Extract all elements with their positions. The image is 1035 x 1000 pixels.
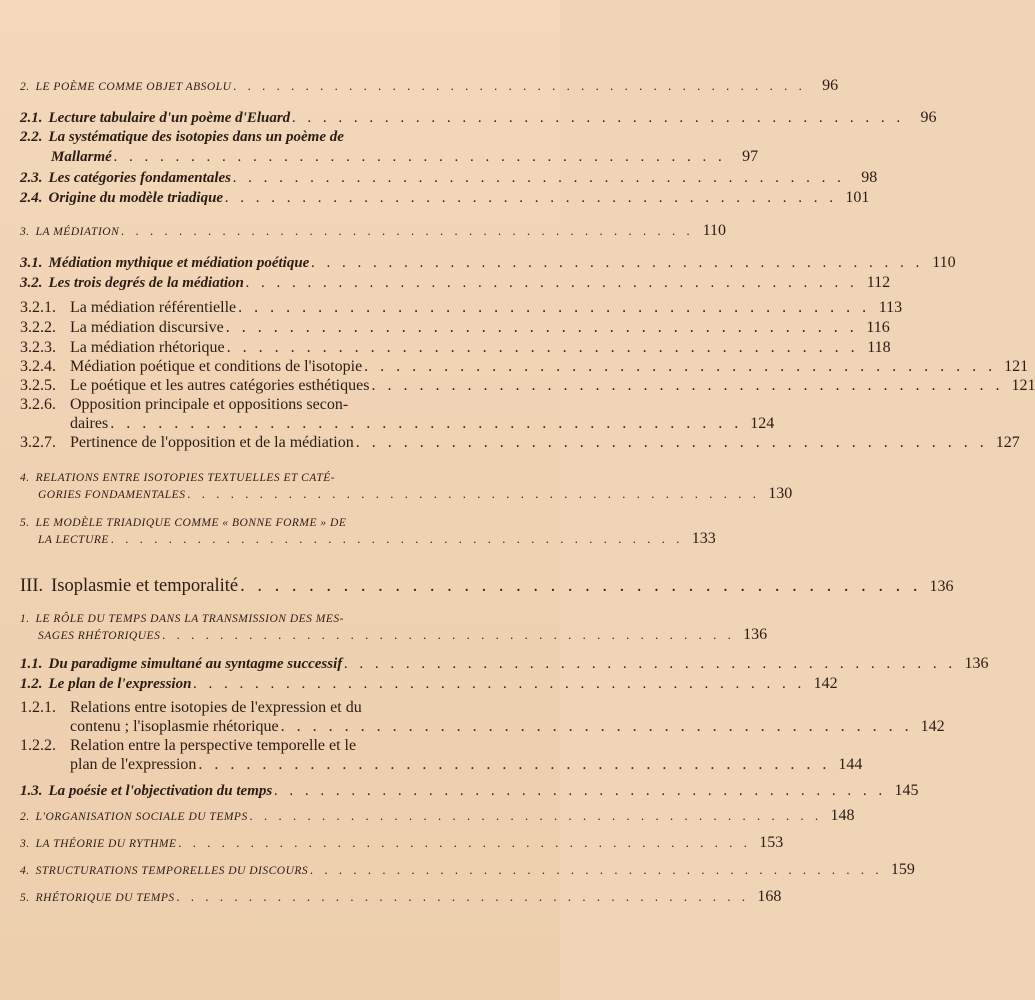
toc-entry-title: Les trois degrés de la médiation xyxy=(48,275,244,291)
toc-page-number: 159 xyxy=(890,861,915,878)
dot-leader: . . . . . . . . . . . . . . . . . . . . . . . . . . . . . . . . . . . . . . . . xyxy=(187,486,761,501)
toc-entry-number: 3.2.3. xyxy=(20,339,56,356)
toc-page-number: 148 xyxy=(830,807,855,824)
toc-entry[interactable] xyxy=(20,470,793,503)
toc-entry-title: Médiation poétique et conditions de l'isotopie xyxy=(70,358,363,375)
toc-entry-title: LA THÉORIE DU RYTHME xyxy=(35,838,177,850)
toc-entry-number: 3.2.1. xyxy=(20,299,56,316)
toc-page-number: 96 xyxy=(822,77,839,94)
toc-entry[interactable] xyxy=(20,736,863,774)
toc-entry-number: 3. xyxy=(20,838,30,850)
toc-entry-title: LE MODÈLE TRIADIQUE COMME « BONNE FORME » DE xyxy=(35,517,347,529)
dot-leader: . . . . . . . . . . . . . . . . . . . . . . . . . . . . . . . . . . . . . . . . xyxy=(274,783,887,799)
dot-leader: . . . . . . . . . . . . . . . . . . . . . . . . . . . . . . . . . . . . . . . . xyxy=(280,718,913,735)
toc-entry-number: 2.1. xyxy=(20,110,43,126)
toc-page-number: 136 xyxy=(743,626,768,643)
toc-page-number: 168 xyxy=(757,888,782,905)
toc-entry-title: LA MÉDIATION xyxy=(35,226,120,238)
toc-page-number: 136 xyxy=(929,578,954,595)
toc-entry[interactable] xyxy=(20,253,956,273)
toc-entry-title: Mallarmé xyxy=(51,149,112,165)
toc-entry-title: LA LECTURE xyxy=(38,534,109,546)
toc-entry[interactable] xyxy=(20,318,890,337)
dot-leader: . . . . . . . . . . . . . . . . . . . . . . . . . . . . . . . . . . . . . . . . xyxy=(225,190,838,206)
dot-leader: . . . . . . . . . . . . . . . . . . . . . . . . . . . . . . . . . . . . . . . . xyxy=(238,299,871,316)
dot-leader: . . . . . . . . . . . . . . . . . . . . . . . . . . . . . . . . . . . . . . . . xyxy=(355,434,988,451)
toc-entry-title: RHÉTORIQUE DU TEMPS xyxy=(35,892,175,904)
toc-page-number: 101 xyxy=(845,189,870,206)
toc-entry[interactable] xyxy=(20,698,945,736)
toc-entry[interactable] xyxy=(20,611,768,644)
toc-entry-number: 1.2.2. xyxy=(20,737,56,754)
dot-leader: . . . . . . . . . . . . . . . . . . . . . . . . . . . . . . . . . . . . . . . . xyxy=(344,656,957,672)
toc-entry-title: Du paradigme simultané au syntagme successif xyxy=(48,656,343,672)
toc-entry-number: 4. xyxy=(20,865,30,877)
toc-entry-number: 5. xyxy=(20,892,30,904)
toc-entry-number: 4. xyxy=(20,472,30,484)
toc-entry-number: 2. xyxy=(20,811,30,823)
toc-entry-title: L'ORGANISATION SOCIALE DU TEMPS xyxy=(35,811,248,823)
dot-leader: . . . . . . . . . . . . . . . . . . . . . . . . . . . . . . . . . . . . . . . . xyxy=(310,862,883,877)
toc-entry[interactable] xyxy=(20,888,782,906)
dot-leader: . . . . . . . . . . . . . . . . . . . . . . . . . . . . . . . . . . . . . . . . xyxy=(233,78,807,93)
toc-entry[interactable] xyxy=(20,273,891,293)
toc-entry-title: Relations entre isotopies de l'expression et du xyxy=(70,699,362,716)
dot-leader: . . . . . . . . . . . . . . . . . . . . . . . . . . . . . . . . . . . . . . . . xyxy=(232,170,846,186)
toc-entry-title: STRUCTURATIONS TEMPORELLES DU DISCOURS xyxy=(35,865,309,877)
toc-entry-title: Le poétique et les autres catégories esthétiques xyxy=(70,377,370,394)
toc-entry-number: 5. xyxy=(20,517,30,529)
toc-page-number: 121 xyxy=(1011,377,1035,394)
toc-entry-title: SAGES RHÉTORIQUES xyxy=(38,630,161,642)
dot-leader: . . . . . . . . . . . . . . . . . . . . . . . . . . . . . . . . . . . . . . . . xyxy=(110,415,743,432)
toc-entry[interactable] xyxy=(20,376,1035,395)
toc-entry-number: 3.2.7. xyxy=(20,434,56,451)
toc-page-number: 145 xyxy=(894,782,919,799)
toc-entry-title: plan de l'expression xyxy=(70,756,197,773)
toc-page-number: 144 xyxy=(838,756,863,773)
toc-entry-number: 1.1. xyxy=(20,656,43,672)
toc-entry-number: 1. xyxy=(20,613,30,625)
dot-leader: . . . . . . . . . . . . . . . . . . . . . . . . . . . . . . . . . . . . . . . . xyxy=(225,319,858,336)
dot-leader: . . . . . . . . . . . . . . . . . . . . . . . . . . . . . . . . . . . . . . . . xyxy=(249,808,823,823)
dot-leader: . . . . . . . . . . . . . . . . . . . . . . . . . . . . . . . . . . . . . . . . xyxy=(226,339,859,356)
toc-page-number: 96 xyxy=(920,109,937,126)
toc-page-number: 118 xyxy=(867,339,891,356)
toc-entry[interactable] xyxy=(20,338,891,357)
toc-entry[interactable] xyxy=(20,781,919,801)
toc-entry-title: LE RÔLE DU TEMPS DANS LA TRANSMISSION DES MES- xyxy=(35,613,344,625)
toc-entry-number: 3.2.4. xyxy=(20,358,56,375)
dot-leader: . . . . . . . . . . . . . . . . . . . . . . . . . . . . . . . . . . . . . . . . xyxy=(371,377,1004,394)
toc-entry-number: 1.3. xyxy=(20,783,43,799)
dot-leader: . . . . . . . . . . . . . . . . . . . . . . . . . . . . . . . . . . . . . . . . xyxy=(311,255,924,271)
dot-leader: . . . . . . . . . . . . . . . . . . . . . . . . . . . . . . . . . . . . . . . . xyxy=(292,110,905,126)
toc-page-number: 97 xyxy=(742,148,759,165)
dot-leader: . . . . . . . . . . . . . . . . . . . . . . . . . . . . . . . . . . . . . . . . xyxy=(178,835,752,850)
toc-page-number: 121 xyxy=(1004,358,1029,375)
toc-entry[interactable] xyxy=(20,861,915,879)
toc-entry-title: RELATIONS ENTRE ISOTOPIES TEXTUELLES ET CATÉ- xyxy=(35,472,336,484)
toc-entry[interactable] xyxy=(20,575,954,598)
toc-entry[interactable] xyxy=(20,188,870,208)
toc-entry[interactable] xyxy=(20,298,903,317)
toc-entry[interactable] xyxy=(20,77,839,95)
toc-page-number: 130 xyxy=(768,485,793,502)
toc-entry[interactable] xyxy=(20,357,1029,376)
toc-entry-number: 3. xyxy=(20,226,30,238)
toc-entry-number: III. xyxy=(20,576,44,596)
toc-entry-title: Lecture tabulaire d'un poème d'Eluard xyxy=(48,110,291,126)
toc-entry[interactable] xyxy=(20,128,759,167)
toc-entry[interactable] xyxy=(20,807,855,825)
dot-leader: . . . . . . . . . . . . . . . . . . . . . . . . . . . . . . . . . . . . . . . . xyxy=(176,889,750,904)
toc-entry-title: Relation entre la perspective temporelle et le xyxy=(70,737,357,754)
toc-page-number: 110 xyxy=(702,222,726,239)
toc-page-number: 127 xyxy=(995,434,1020,451)
dot-leader: . . . . . . . . . . . . . . . . . . . . . . . . . . . . . . . . . . . . . . . . xyxy=(198,756,831,773)
dot-leader: . . . . . . . . . . . . . . . . . . . . . . . . . . . . . . . . . . . . . . . . xyxy=(110,531,684,546)
toc-entry[interactable] xyxy=(20,395,775,433)
toc-entry-title: Le plan de l'expression xyxy=(48,676,192,692)
dot-leader: . . . . . . . . . . . . . . . . . . . . . . . . . . . . . . . . . . . . . . . . xyxy=(240,576,922,596)
toc-page-number: 124 xyxy=(750,415,775,432)
dot-leader: . . . . . . . . . . . . . . . . . . . . . . . . . . . . . . . . . . . . . . . . xyxy=(364,358,997,375)
toc-page-number: 136 xyxy=(964,655,989,672)
toc-entry-number: 1.2.1. xyxy=(20,699,56,716)
dot-leader: . . . . . . . . . . . . . . . . . . . . . . . . . . . . . . . . . . . . . . . . xyxy=(113,149,727,165)
toc-entry-title: LE POÈME COMME OBJET ABSOLU xyxy=(35,81,232,93)
dot-leader: . . . . . . . . . . . . . . . . . . . . . . . . . . . . . . . . . . . . . . . . xyxy=(193,676,806,692)
toc-entry-title: Isoplasmie et temporalité xyxy=(51,576,239,596)
toc-entry-title: daires xyxy=(70,415,109,432)
toc-page-number: 142 xyxy=(920,718,945,735)
toc-page-number: 113 xyxy=(878,299,903,316)
toc-entry-number: 2.3. xyxy=(20,170,43,186)
toc-entry-number: 3.1. xyxy=(20,255,43,271)
toc-entry-number: 3.2.2. xyxy=(20,319,56,336)
toc-entry[interactable] xyxy=(20,834,784,852)
toc-entry[interactable] xyxy=(20,433,1020,452)
toc-entry-title: La systématique des isotopies dans un poème de xyxy=(48,129,344,145)
toc-entry-number: 3.2. xyxy=(20,275,43,291)
toc-entry-title: La médiation rhétorique xyxy=(70,339,225,356)
toc-entry-title: Opposition principale et oppositions secon- xyxy=(70,396,349,413)
toc-page-number: 116 xyxy=(866,319,890,336)
toc-entry-title: Les catégories fondamentales xyxy=(48,170,231,186)
toc-entry[interactable] xyxy=(20,515,716,548)
toc-page-number: 133 xyxy=(691,530,716,547)
toc-entry-number: 2.2. xyxy=(20,129,43,145)
toc-page-number: 153 xyxy=(759,834,784,851)
toc-entry-title: La médiation référentielle xyxy=(70,299,237,316)
toc-entry-title: Origine du modèle triadique xyxy=(48,190,224,206)
toc-entry-number: 1.2. xyxy=(20,676,43,692)
toc-entry[interactable] xyxy=(20,168,878,188)
toc-entry-title: La poésie et l'objectivation du temps xyxy=(48,783,273,799)
toc-entry[interactable] xyxy=(20,108,937,128)
toc-entry[interactable] xyxy=(20,674,838,694)
toc-entry-number: 2. xyxy=(20,81,30,93)
toc-entry[interactable] xyxy=(20,222,726,240)
toc-entry[interactable] xyxy=(20,654,989,674)
toc-entry-number: 3.2.5. xyxy=(20,377,56,394)
toc-page-number: 142 xyxy=(813,675,838,692)
toc-entry-number: 3.2.6. xyxy=(20,396,56,413)
dot-leader: . . . . . . . . . . . . . . . . . . . . . . . . . . . . . . . . . . . . . . . . xyxy=(245,275,859,291)
toc-page-number: 112 xyxy=(866,274,891,291)
toc-entry-number: 2.4. xyxy=(20,190,43,206)
toc-entry-title: La médiation discursive xyxy=(70,319,224,336)
toc-entry-title: contenu ; l'isoplasmie rhétorique xyxy=(70,718,279,735)
toc-entry-title: GORIES FONDAMENTALES xyxy=(38,489,186,501)
toc-entry-title: Pertinence de l'opposition et de la médiation xyxy=(70,434,354,451)
toc-entry-title: Médiation mythique et médiation poétique xyxy=(48,255,310,271)
dot-leader: . . . . . . . . . . . . . . . . . . . . . . . . . . . . . . . . . . . . . . . . xyxy=(121,223,694,238)
dot-leader: . . . . . . . . . . . . . . . . . . . . . . . . . . . . . . . . . . . . . . . . xyxy=(162,627,736,642)
toc-page-number: 110 xyxy=(932,254,956,271)
toc-page-number: 98 xyxy=(861,169,878,186)
